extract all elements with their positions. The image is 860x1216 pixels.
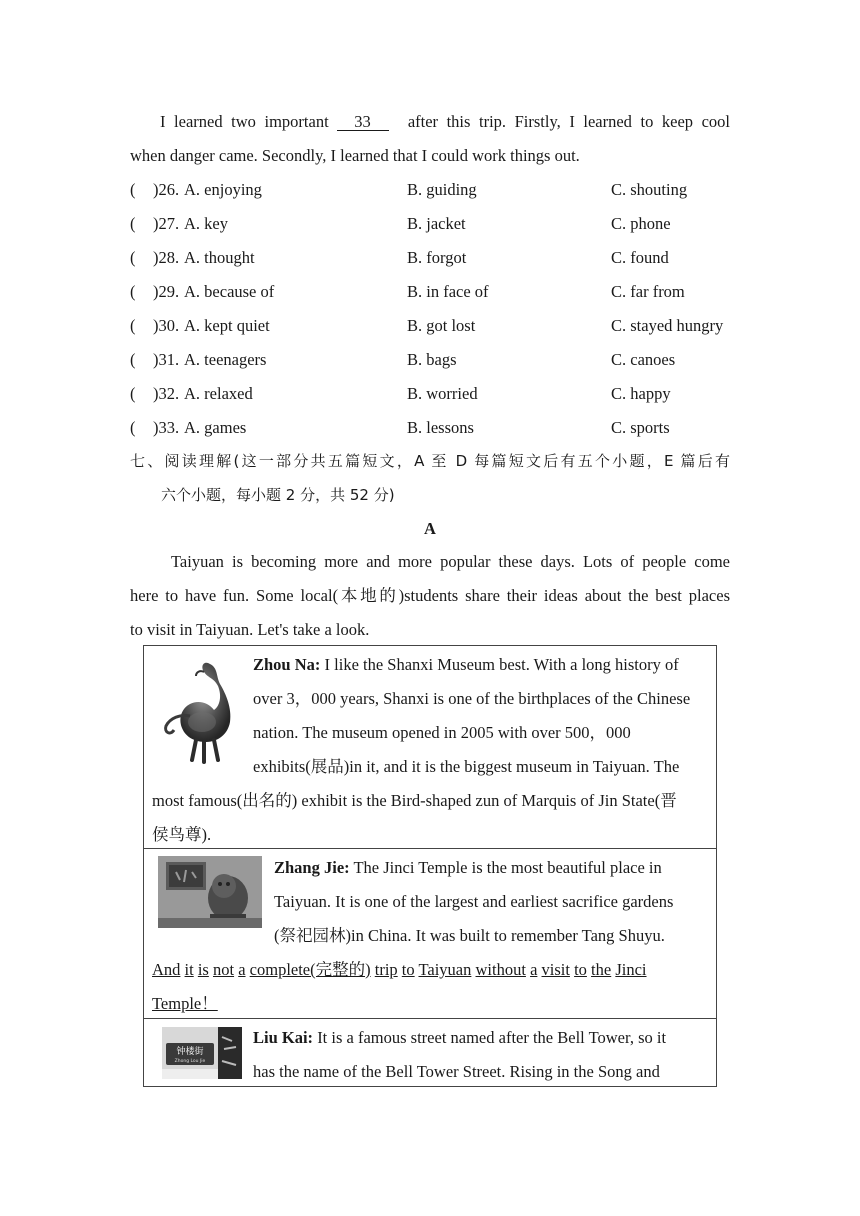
question-number: )30.	[153, 316, 180, 335]
option-a: A. relaxed	[184, 384, 253, 403]
question-number: )27.	[153, 214, 180, 233]
option-b: B. lessons	[407, 418, 474, 437]
option-a: A. thought	[184, 248, 255, 267]
entry-zhou-na-line-2: over 3，000 years, Shanxi is one of the birthplaces of the Chinese	[253, 689, 691, 708]
answer-paren: (	[130, 282, 136, 301]
answer-paren: (	[130, 350, 136, 369]
option-c: C. found	[611, 248, 669, 267]
underlined-word: a	[530, 960, 538, 979]
stone-lion-image	[158, 856, 262, 928]
sign-pinyin-text: Zhong Lou Jie	[174, 1059, 206, 1064]
option-b: B. worried	[407, 384, 478, 403]
underlined-word: visit	[541, 960, 570, 979]
entry-zhou-na	[143, 645, 717, 849]
underlined-word: And	[152, 960, 181, 979]
underlined-word: to	[574, 960, 587, 979]
underlined-word: it	[184, 960, 194, 979]
intro-line-1	[160, 112, 730, 132]
option-a: A. because of	[184, 282, 275, 301]
entry-zhou-na-line-4: exhibits(展品)in it, and it is the biggest museum in Taiyuan. The	[253, 757, 680, 776]
option-b: B. jacket	[407, 214, 466, 233]
entry-zhang-jie-line-2: Taiyuan. It is one of the largest and earliest sacrifice gardens	[274, 892, 674, 911]
option-a: A. games	[184, 418, 247, 437]
question-number: )32.	[153, 384, 180, 403]
section-heading-line-2: 六个小题，每小题 2 分，共 52 分)	[161, 486, 395, 504]
passage-line-2: here to have fun. Some local(本地的)students share their ideas about the best places	[130, 586, 730, 605]
option-c: C. shouting	[611, 180, 688, 199]
intro-line-1-start: I learned two important	[160, 112, 329, 131]
underlined-word: to	[401, 960, 415, 979]
option-b: B. in face of	[407, 282, 489, 301]
underlined-word: a	[238, 960, 246, 979]
intro-line-2: when danger came. Secondly, I learned that I could work things out.	[130, 146, 580, 165]
answer-paren: (	[130, 316, 136, 335]
bell-tower-street-sign-image	[162, 1027, 242, 1079]
passage-label: A	[424, 519, 436, 538]
answer-paren: (	[130, 248, 136, 267]
speaker-name: Zhou Na:	[253, 655, 321, 674]
option-c: C. sports	[611, 418, 670, 437]
option-b: B. bags	[407, 350, 457, 369]
underlined-word: Jinci	[615, 960, 647, 979]
option-c: C. stayed hungry	[611, 316, 724, 335]
option-c: C. far from	[611, 282, 685, 301]
passage-line-1: Taiyuan is becoming more and more popular these days. Lots of people come	[171, 552, 730, 571]
underlined-word: the	[591, 960, 612, 979]
answer-paren: (	[130, 384, 136, 403]
entry-zhang-jie-line-3: (祭祀园林)in China. It was built to remember Tang Shuyu.	[274, 926, 665, 945]
question-number: )26.	[153, 180, 180, 199]
option-c: C. canoes	[611, 350, 676, 369]
answer-paren: (	[130, 418, 136, 437]
entry-text: I like the Shanxi Museum best. With a long history of	[324, 655, 679, 674]
speaker-name: Zhang Jie:	[274, 858, 350, 877]
entry-zhang-jie-line-5: Temple！	[152, 994, 218, 1013]
entry-zhang-jie	[143, 848, 717, 1019]
option-b: B. forgot	[407, 248, 467, 267]
speaker-name: Liu Kai:	[253, 1028, 314, 1047]
option-c: C. phone	[611, 214, 671, 233]
bronze-bird-zun-image	[160, 656, 242, 768]
option-a: A. enjoying	[184, 180, 262, 199]
answer-paren: (	[130, 180, 136, 199]
entry-liu-kai-line-2: has the name of the Bell Tower Street. Rising in the Song and	[253, 1062, 660, 1081]
entry-zhang-jie-line-1	[274, 858, 662, 878]
option-a: A. teenagers	[184, 350, 267, 369]
intro-line-1-end: after this trip. Firstly, I learned to keep cool	[407, 112, 731, 131]
entry-liu-kai	[143, 1018, 717, 1087]
question-number: )29.	[153, 282, 180, 301]
answer-paren: (	[130, 214, 136, 233]
passage-line-3: to visit in Taiyuan. Let's take a look.	[130, 620, 370, 639]
underlined-word: not	[212, 960, 235, 979]
entry-zhang-jie-underlined-sentence	[152, 960, 647, 980]
entry-text: It is a famous street named after the Bell Tower, so it	[317, 1028, 667, 1047]
entry-zhou-na-line-1	[253, 655, 679, 675]
question-number: )33.	[153, 418, 180, 437]
entry-liu-kai-line-1	[253, 1028, 666, 1048]
option-b: B. got lost	[407, 316, 476, 335]
underlined-word: trip	[374, 960, 398, 979]
question-number: )28.	[153, 248, 180, 267]
option-a: A. key	[184, 214, 228, 233]
underlined-word: without	[475, 960, 526, 979]
option-b: B. guiding	[407, 180, 477, 199]
underlined-word: Taiyuan	[418, 960, 472, 979]
section-heading-line-1: 七、阅读理解(这一部分共五篇短文，A 至 D 每篇短文后有五个小题，E 篇后有	[130, 452, 730, 470]
underlined-word: complete(完整的)	[249, 960, 371, 979]
question-number: )31.	[153, 350, 180, 369]
underlined-word: is	[197, 960, 209, 979]
entry-zhou-na-line-3: nation. The museum opened in 2005 with over 500，000	[253, 723, 631, 742]
sign-chinese-text: 钟楼街	[176, 1047, 204, 1057]
entry-zhou-na-line-6: 侯鸟尊).	[152, 825, 212, 844]
answer-blank-33: 33	[337, 114, 389, 131]
entry-zhou-na-line-5: most famous(出名的) exhibit is the Bird-shaped zun of Marquis of Jin State(晋	[152, 791, 677, 810]
entry-text: The Jinci Temple is the most beautiful place in	[353, 858, 662, 877]
option-c: C. happy	[611, 384, 671, 403]
option-a: A. kept quiet	[184, 316, 270, 335]
